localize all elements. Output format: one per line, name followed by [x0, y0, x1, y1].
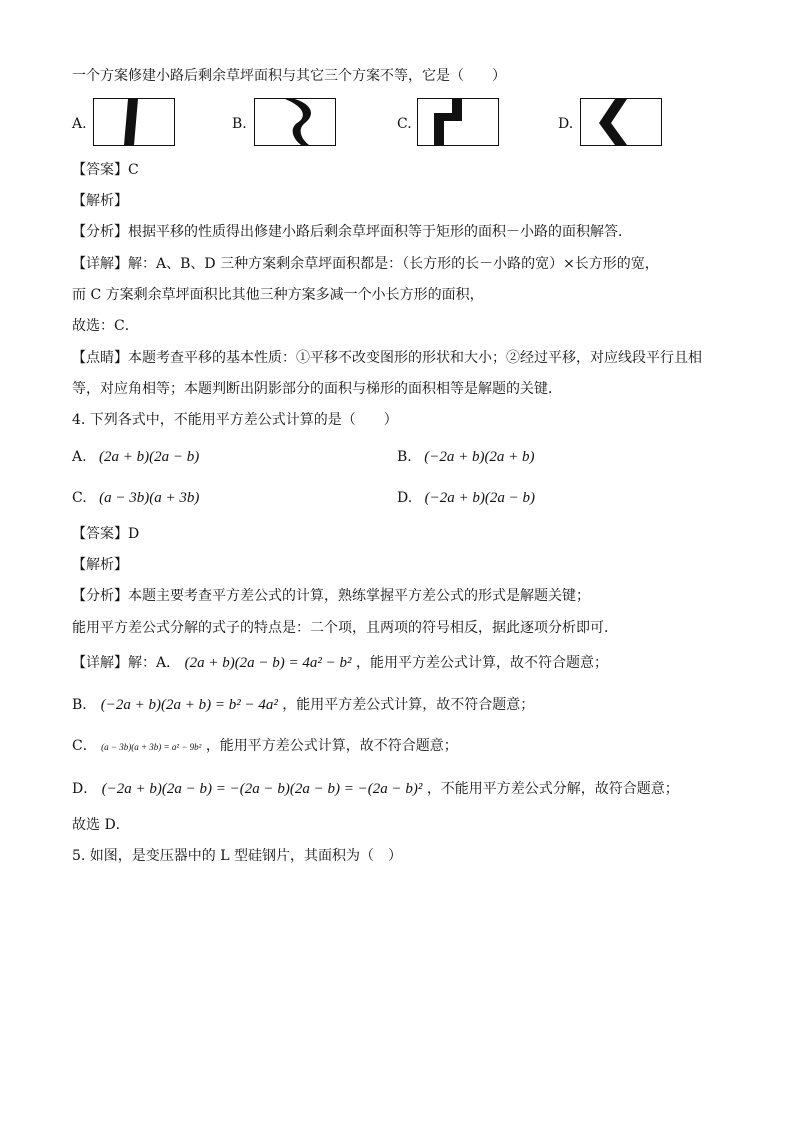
- q4-option-a: [72, 447, 199, 467]
- q4-detail-a-expr: (2a + b)(2a − b) = 4a² − b²: [184, 655, 352, 671]
- q3-key-point-line1: 【点睛】本题考查平移的基本性质：①平移不改变图形的形状和大小；②经过平移，对应线段平行且相: [72, 350, 702, 366]
- q4-option-a-expr: (2a + b)(2a − b): [99, 449, 200, 465]
- q4-detail-c-expr: (a − 3b)(a + 3b) = a² − 9b²: [101, 742, 202, 752]
- q4-analysis-heading: 【解析】: [72, 557, 128, 573]
- q4-detail-d: [72, 779, 679, 799]
- q4-detail-b-prefix: B．: [72, 697, 97, 713]
- q4-detail-d-suffix: ，不能用平方差公式分解，故符合题意；: [426, 781, 679, 797]
- q4-analysis-line1: 【分析】本题主要考查平方差公式的计算，熟练掌握平方差公式的形式是解题关键；: [72, 588, 590, 604]
- q3-conclusion: 故选：C．: [72, 318, 139, 334]
- q4-option-c-label: C.: [72, 490, 87, 506]
- q4-option-b: [397, 447, 535, 467]
- q3-option-a-figure: [93, 98, 175, 146]
- q4-detail-c-prefix: C．: [72, 738, 97, 754]
- q5-stem: 5. 如图，是变压器中的 L 型硅钢片，其面积为（ ）: [72, 848, 403, 864]
- q4-answer: 【答案】D: [72, 526, 140, 542]
- q4-detail-b: [72, 695, 534, 715]
- q3-option-b-figure: [254, 98, 336, 146]
- q4-conclusion: 故选 D．: [72, 817, 130, 833]
- q3-detail-line2: 而 C 方案剩余草坪面积比其他三种方案多减一个小长方形的面积，: [72, 287, 484, 303]
- q4-option-a-label: A.: [72, 449, 87, 465]
- q4-detail-a-suffix: ，能用平方差公式计算，故不符合题意；: [356, 655, 608, 671]
- q4-option-d: [397, 488, 535, 508]
- q4-option-d-expr: (−2a + b)(2a − b): [424, 490, 535, 506]
- q4-detail-b-expr: (−2a + b)(2a + b) = b² − 4a²: [100, 697, 278, 713]
- q3-key-point-line2: 等，对应角相等；本题判断出阴影部分的面积与梯形的面积相等是解题的关键．: [72, 381, 562, 397]
- q3-option-d-label: D.: [558, 116, 574, 132]
- q4-option-c: [72, 488, 199, 508]
- q3-option-b-label: B.: [232, 116, 247, 132]
- q4-detail-c-suffix: ，能用平方差公式计算，故不符合题意；: [205, 738, 458, 754]
- q4-detail-d-expr: (−2a + b)(2a − b) = −(2a − b)(2a − b) = −(2a − b)²: [101, 781, 423, 797]
- q3-detail-line1: 【详解】解：A、B、D 三种方案剩余草坪面积都是：（长方形的长－小路的宽）×长方形的宽，: [72, 256, 659, 272]
- q3-option-c-label: C.: [397, 116, 412, 132]
- q4-analysis-line2: 能用平方差公式分解的式子的特点是：二个项，且两项的符号相反，据此逐项分析即可．: [72, 620, 618, 636]
- q4-option-d-label: D.: [397, 490, 413, 506]
- q3-option-c-figure: [417, 98, 499, 146]
- q4-detail-c: [72, 736, 458, 757]
- q3-option-a-label: A.: [72, 116, 87, 132]
- q4-option-b-expr: (−2a + b)(2a + b): [424, 449, 535, 465]
- q3-stem: 一个方案修建小路后剩余草坪面积与其它三个方案不等，它是（ ）: [72, 68, 506, 84]
- q4-detail-a-prefix: 【详解】解：A．: [72, 655, 181, 671]
- q3-analysis: 【分析】根据平移的性质得出修建小路后剩余草坪面积等于矩形的面积－小路的面积解答．: [72, 224, 632, 240]
- q4-detail-a: [72, 653, 608, 673]
- q3-option-d-figure: [580, 98, 662, 146]
- q3-analysis-heading: 【解析】: [72, 193, 128, 209]
- q4-detail-b-suffix: ，能用平方差公式计算，故不符合题意；: [282, 697, 535, 713]
- q4-stem: 4. 下列各式中，不能用平方差公式计算的是（ ）: [72, 412, 398, 428]
- q4-option-c-expr: (a − 3b)(a + 3b): [99, 490, 200, 506]
- q3-answer: 【答案】C: [72, 162, 139, 178]
- q4-option-b-label: B.: [397, 449, 412, 465]
- q4-detail-d-prefix: D．: [72, 781, 98, 797]
